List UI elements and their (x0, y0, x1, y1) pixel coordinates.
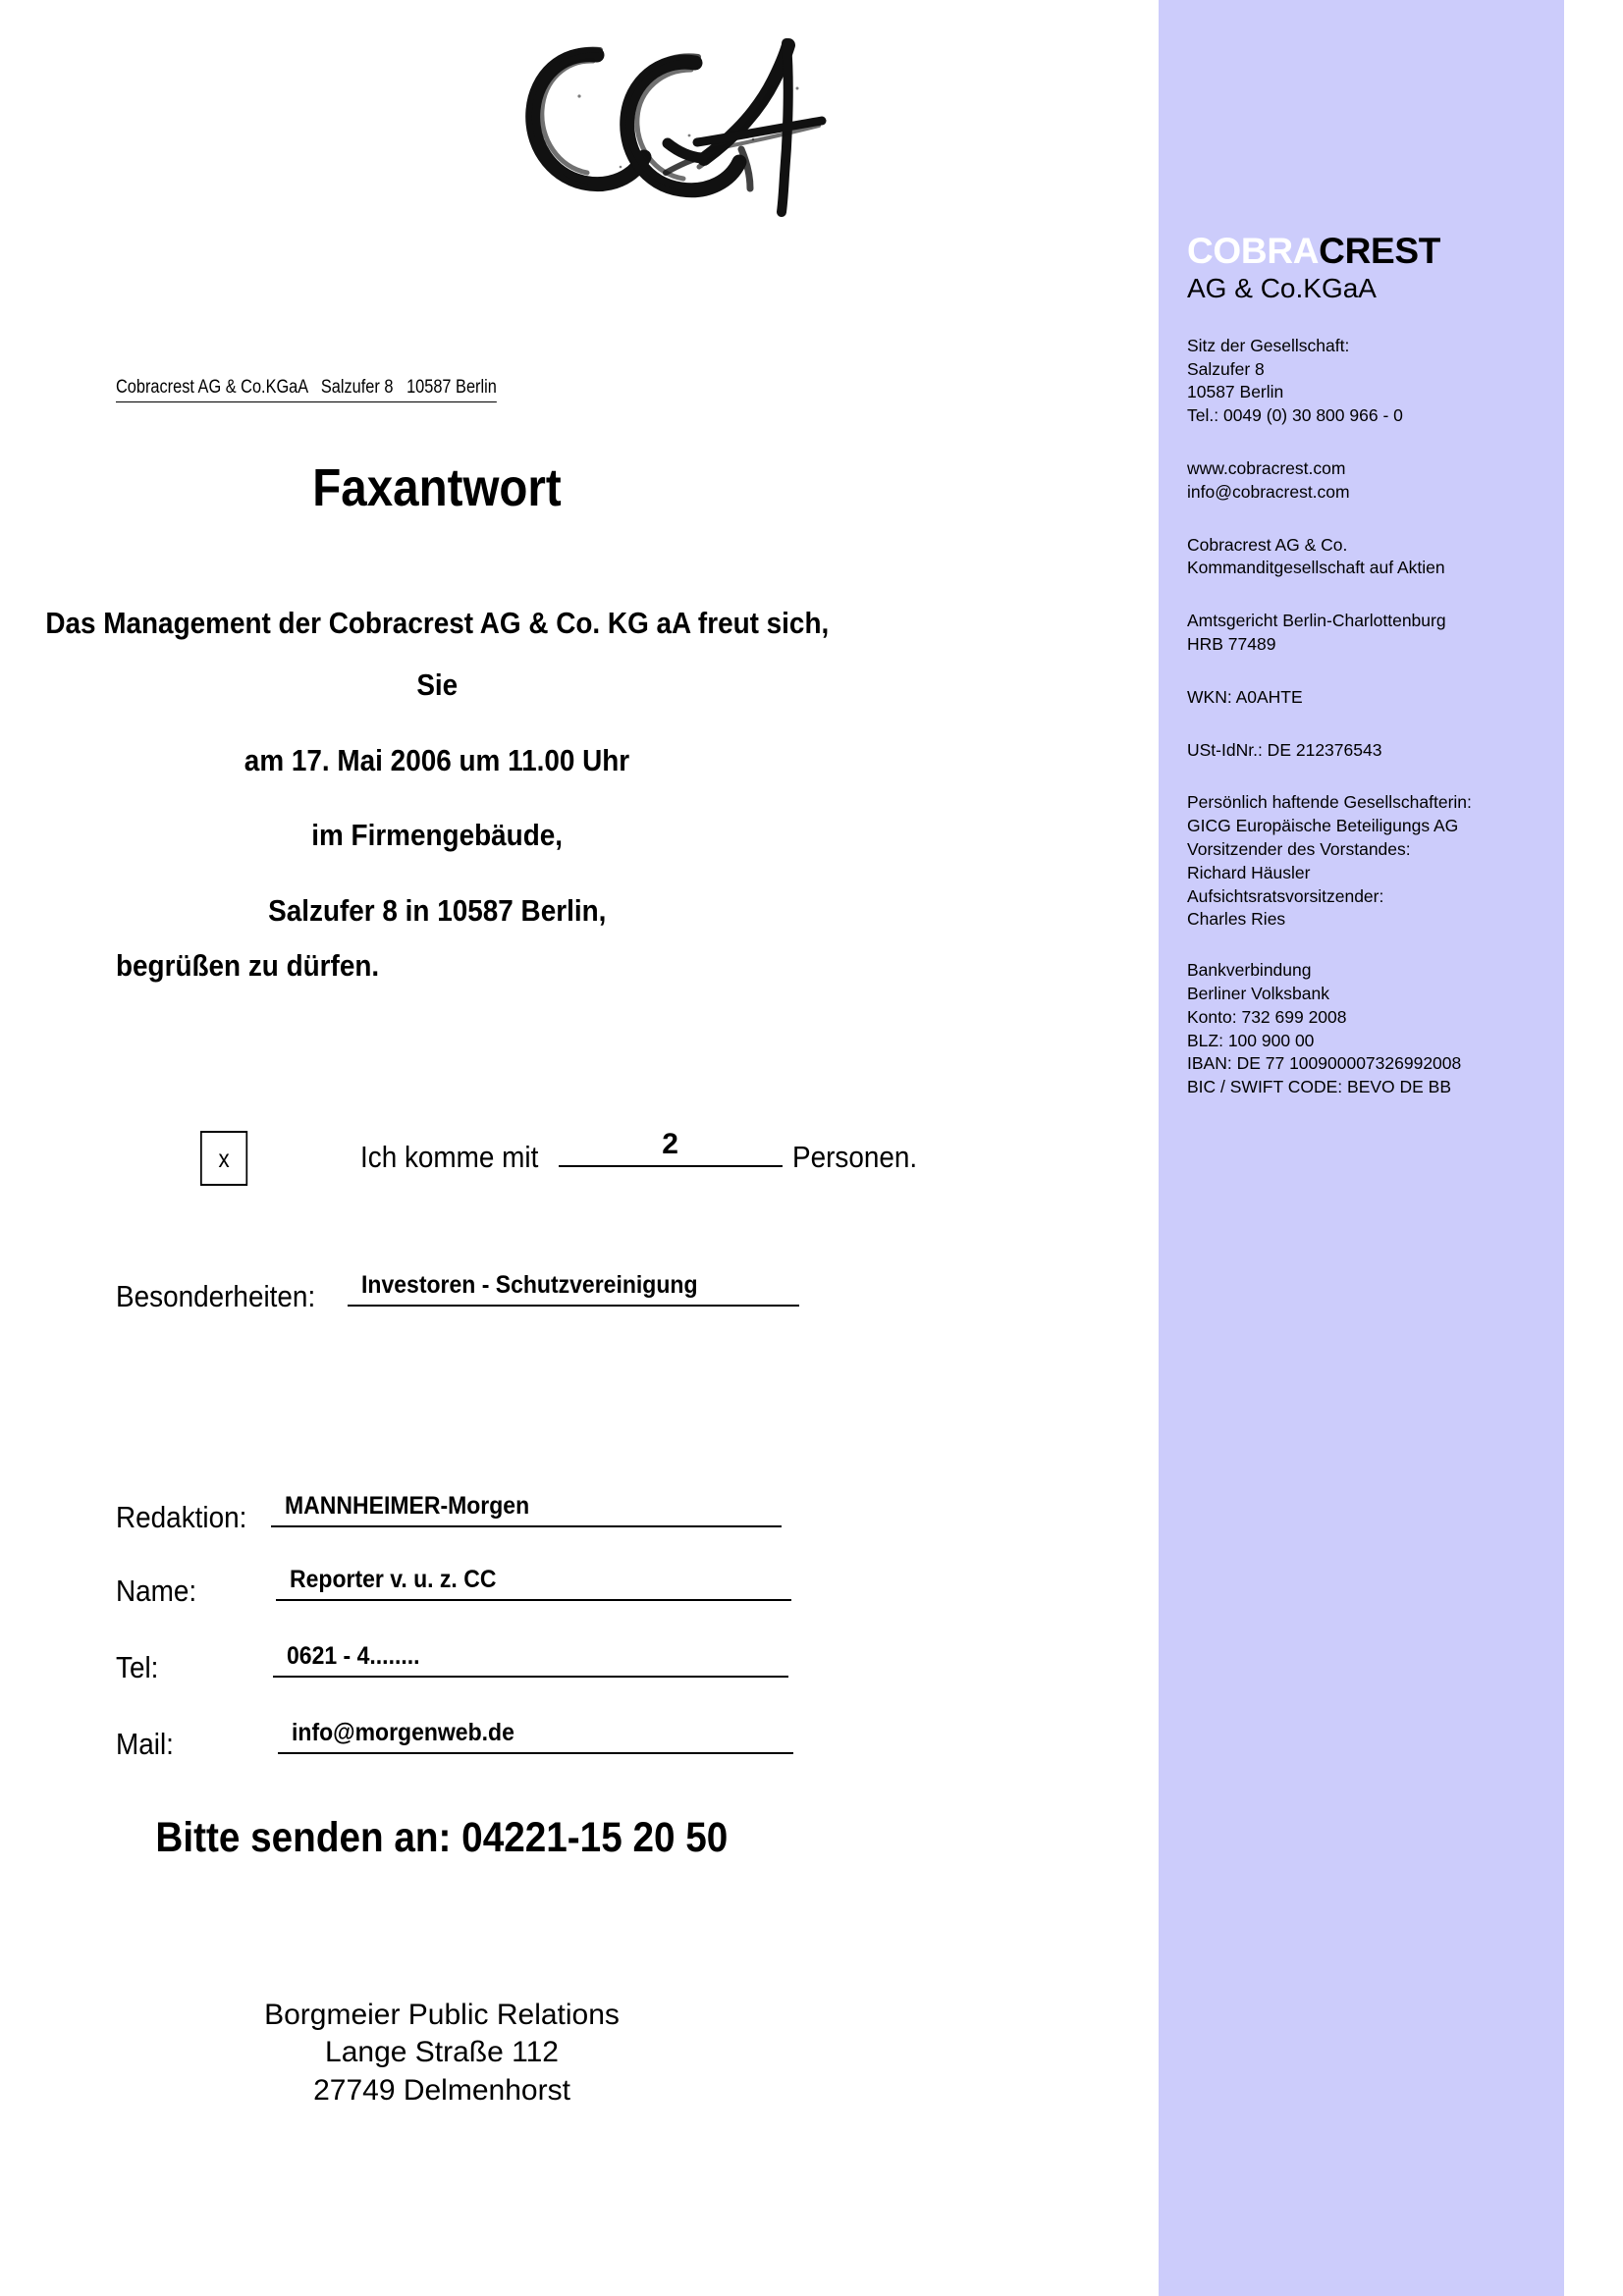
invitation-line (0, 743, 874, 778)
management-block (1187, 791, 1545, 932)
persons-count-value: 2 (662, 1128, 678, 1160)
footer-address (0, 1997, 884, 2109)
attendance-checkbox[interactable] (200, 1131, 247, 1186)
invitation-line-text: Salzufer 8 in 10587 Berlin, (267, 893, 607, 928)
redaktion-input[interactable] (271, 1492, 782, 1527)
brand-wordmark (1187, 232, 1545, 270)
name-input[interactable] (276, 1566, 791, 1601)
bank-details-line: IBAN: DE 77 100900007326992008 (1187, 1053, 1462, 1074)
bank-details-block (1187, 959, 1545, 1099)
wkn-line: WKN: A0AHTE (1187, 686, 1303, 707)
vat-id-block (1187, 739, 1545, 763)
brand-wordmark-first: COBRA (1187, 231, 1320, 271)
brand-wordmark-second: CREST (1319, 231, 1441, 271)
remarks-input[interactable] (348, 1271, 799, 1307)
invitation-line-text: im Firmengebäude, (311, 818, 563, 852)
page-title (0, 457, 874, 518)
registered-office-block (1187, 335, 1545, 428)
management-line: Vorsitzender des Vorstandes: (1187, 838, 1411, 859)
send-to-text: Bitte senden an: 04221-15 20 50 (155, 1814, 729, 1861)
tel-label: Tel: (116, 1650, 159, 1684)
legal-entity-line: Cobracrest AG & Co. (1187, 534, 1348, 555)
invitation-line (0, 818, 874, 853)
invitation-line-text: Sie (416, 667, 458, 702)
persons-count-input[interactable] (559, 1128, 783, 1167)
sidebar-content (1187, 232, 1545, 1099)
invitation-line (0, 606, 874, 641)
website-url: www.cobracrest.com (1187, 458, 1346, 478)
tel-field (116, 1642, 788, 1685)
mail-field (116, 1719, 793, 1762)
footer-address-line: 27749 Delmenhorst (313, 2073, 570, 2107)
company-info-sidebar (1159, 0, 1564, 2296)
registered-office-line: Salzufer 8 (1187, 358, 1265, 379)
remarks-value: Investoren - Schutzvereinigung (360, 1271, 698, 1299)
sender-return-address: Cobracrest AG & Co.KGaA Salzufer 8 10587 Berlin (116, 377, 497, 402)
registered-office-line: Sitz der Gesellschaft: (1187, 335, 1350, 355)
bank-details-line: BIC / SWIFT CODE: BEVO DE BB (1187, 1077, 1452, 1097)
wkn-block (1187, 686, 1545, 710)
checkbox-mark: x (218, 1144, 230, 1173)
attendance-label-after: Personen. (791, 1140, 917, 1174)
name-value: Reporter v. u. z. CC (290, 1566, 497, 1593)
legal-entity-block (1187, 534, 1545, 581)
tel-input[interactable] (273, 1642, 788, 1678)
brand-legal-form: AG & Co.KGaA (1187, 273, 1377, 304)
redaktion-label: Redaktion: (116, 1500, 247, 1534)
tel-value: 0621 - 4........ (287, 1642, 420, 1670)
registered-office-line: Tel.: 0049 (0) 30 800 966 - 0 (1187, 405, 1403, 426)
management-line: Aufsichtsratsvorsitzender: (1187, 885, 1384, 906)
send-to-fax-number (0, 1814, 884, 1862)
invitation-line (0, 667, 874, 703)
court-registration-block (1187, 610, 1545, 657)
remarks-label: Besonderheiten: (116, 1279, 316, 1313)
court-registration-line: Amtsgericht Berlin-Charlottenburg (1187, 611, 1446, 631)
page-title-text: Faxantwort (312, 458, 562, 517)
name-label: Name: (116, 1574, 197, 1608)
registered-office-line: 10587 Berlin (1187, 382, 1284, 402)
name-field (116, 1566, 791, 1609)
redaktion-field (116, 1492, 782, 1535)
mail-label: Mail: (116, 1727, 174, 1761)
management-line: GICG Europäische Beteiligungs AG (1187, 816, 1459, 836)
footer-address-line: Borgmeier Public Relations (264, 1999, 620, 2031)
mail-input[interactable] (278, 1719, 793, 1754)
web-contact-block (1187, 457, 1545, 505)
invitation-line-text: Das Management der Cobracrest AG & Co. KG aA freut sich, (45, 606, 829, 640)
invitation-line-text: begrüßen zu dürfen. (116, 948, 380, 983)
bank-details-line: Konto: 732 699 2008 (1187, 1006, 1347, 1027)
redaktion-value: MANNHEIMER-Morgen (285, 1492, 530, 1520)
bank-details-line: Berliner Volksbank (1187, 983, 1329, 1003)
management-line: Persönlich haftende Gesellschafterin: (1187, 792, 1472, 813)
footer-address-line: Lange Straße 112 (325, 2036, 559, 2069)
attendance-row (360, 1128, 931, 1175)
attendance-label-before: Ich komme mit (360, 1140, 539, 1174)
management-line: Richard Häusler (1187, 862, 1311, 882)
bank-details-line: Bankverbindung (1187, 960, 1312, 981)
invitation-line (0, 893, 874, 929)
invitation-line (116, 948, 408, 984)
bank-details-line: BLZ: 100 900 00 (1187, 1030, 1315, 1050)
mail-value: info@morgenweb.de (292, 1719, 515, 1746)
management-line: Charles Ries (1187, 909, 1286, 930)
remarks-field (116, 1271, 799, 1314)
court-registration-line: HRB 77489 (1187, 633, 1276, 654)
vat-id-line: USt-IdNr.: DE 212376543 (1187, 739, 1382, 760)
invitation-line-text: am 17. Mai 2006 um 11.00 Uhr (243, 743, 630, 777)
legal-entity-line: Kommanditgesellschaft auf Aktien (1187, 558, 1445, 578)
cca-brush-logo-icon (503, 20, 827, 221)
contact-email: info@cobracrest.com (1187, 481, 1350, 502)
